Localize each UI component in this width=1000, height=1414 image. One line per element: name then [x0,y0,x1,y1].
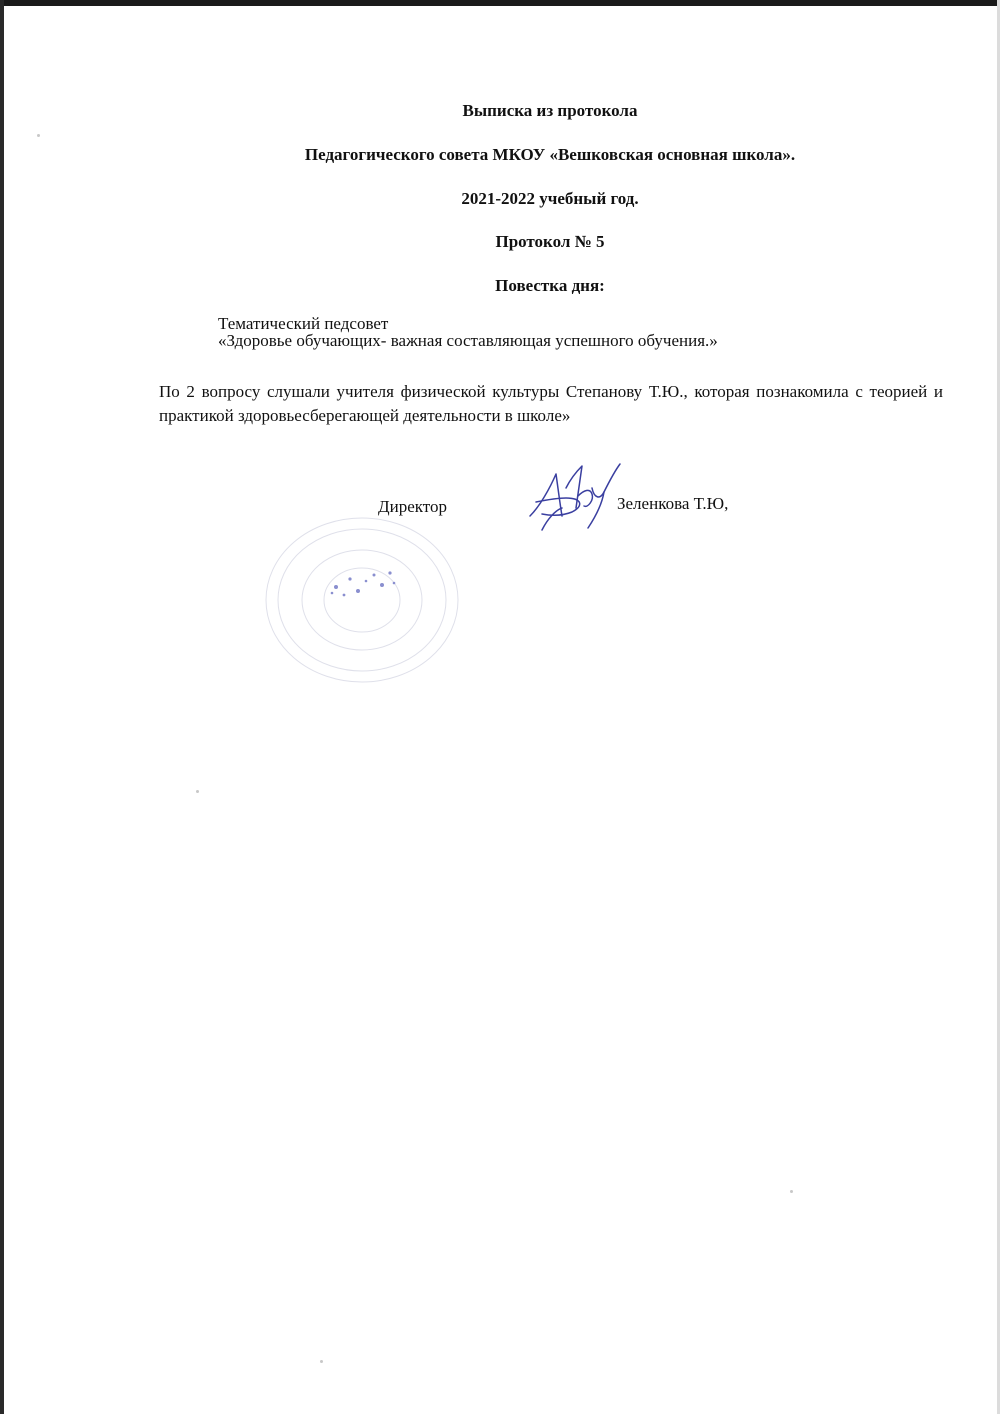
school-stamp [262,515,462,685]
scan-edge-top [0,0,1000,6]
council-name: Педагогического совета МКОУ «Вешковская основная школа». [304,145,796,164]
scan-speck [37,134,40,137]
handwritten-signature [522,458,632,538]
signatory-name: Зеленкова Т.Ю, [617,494,729,513]
school-year: 2021-2022 учебный год. [461,189,639,208]
scan-speck [196,790,199,793]
protocol-number: Протокол № 5 [495,232,605,251]
scan-speck [790,1190,793,1193]
scan-speck [320,1360,323,1363]
scan-edge-left [0,0,4,1414]
agenda-line-2: «Здоровье обучающих- важная составляющая успешного обучения.» [218,331,718,350]
agenda-heading: Повестка дня: [495,276,605,295]
minutes-paragraph: По 2 вопросу слушали учителя физической культуры Степанову Т.Ю., которая познакомила с теорией и практикой здоровьесберегающей деятельности в школе» [159,382,943,425]
agenda-line-1: Тематический педсовет [218,314,389,333]
signatory-role: Директор [378,497,447,516]
document-title: Выписка из протокола [462,101,638,120]
